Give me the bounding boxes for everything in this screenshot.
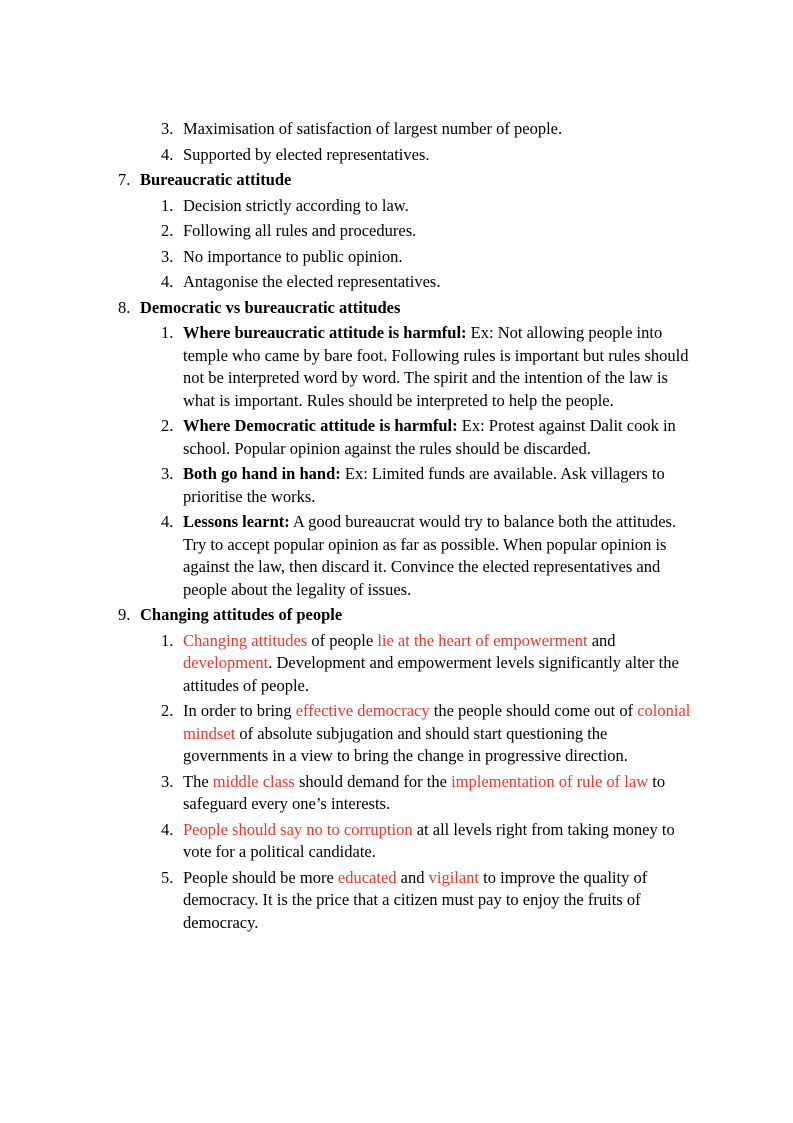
text-segment: at all levels right from taking money to vote for a political candidate. <box>183 819 675 861</box>
text-segment: should demand for the <box>294 771 452 791</box>
item-text <box>183 144 695 167</box>
text-segment: and <box>587 630 616 650</box>
item-text <box>183 630 695 698</box>
item-number: 4. <box>161 144 174 164</box>
item-number: 4. <box>161 272 174 291</box>
text-segment: Supported by elected representatives. <box>183 144 430 164</box>
item-text <box>183 220 695 243</box>
section-heading <box>118 604 707 627</box>
item-number: 1. <box>161 195 174 215</box>
document-content <box>118 118 707 934</box>
section-number: 9. <box>118 605 131 624</box>
text-segment: to safeguard every one’s interests. <box>183 771 666 813</box>
text-segment: . Development and empowerment levels significantly alter the attitudes of people. <box>183 653 679 695</box>
item-number: 2. <box>161 221 174 240</box>
item-text <box>183 867 695 935</box>
highlighted-text-segment: Changing attitudes <box>183 630 308 650</box>
highlighted-text-segment: educated <box>337 867 397 887</box>
section-title: Democratic vs bureaucratic attitudes <box>140 297 401 317</box>
list-item <box>161 144 707 167</box>
highlighted-text-segment: middle class <box>212 771 295 791</box>
item-number: 1. <box>161 630 174 650</box>
item-text <box>183 511 695 601</box>
section-title: Bureaucratic attitude <box>140 170 292 189</box>
list-item <box>161 630 707 698</box>
section-heading <box>118 297 707 320</box>
text-segment: Decision strictly according to law. <box>183 195 409 215</box>
text-segment: Ex: Protest against Dalit cook in school. Popular opinion against the rules should be discarded. <box>183 416 676 458</box>
item-number: 1. <box>161 323 174 342</box>
list-item <box>161 511 707 601</box>
list-item <box>161 271 707 294</box>
item-text <box>183 819 695 864</box>
highlighted-text-segment: People should say no to corruption <box>183 819 413 839</box>
text-segment: Maximisation of satisfaction of largest number of people. <box>183 119 563 138</box>
item-number: 3. <box>161 246 174 266</box>
item-text <box>183 195 695 218</box>
highlighted-text-segment: lie at the heart of empowerment <box>377 630 588 650</box>
numbered-section <box>118 297 707 602</box>
text-segment: Following all rules and procedures. <box>183 221 417 240</box>
list-item <box>161 118 707 141</box>
bold-lead-segment: Lessons learnt: <box>183 512 290 531</box>
text-segment: In order to bring <box>183 701 296 720</box>
item-number: 3. <box>161 119 174 138</box>
text-segment: The <box>183 771 213 791</box>
item-text <box>183 246 695 269</box>
list-continuation <box>118 118 707 166</box>
text-segment: the people should come out of <box>429 701 638 720</box>
item-text <box>183 700 695 768</box>
text-segment: Ex: Limited funds are available. Ask villagers to prioritise the works. <box>183 464 665 506</box>
highlighted-text-segment: colonial mindset <box>183 701 691 743</box>
numbered-section <box>118 169 707 294</box>
text-segment: People should be more <box>183 867 338 887</box>
item-text <box>183 118 695 141</box>
text-segment: to improve the quality of democracy. It is the price that a citizen must pay to enjoy the fruits of democracy. <box>183 867 648 932</box>
bold-lead-segment: Both go hand in hand: <box>183 464 341 483</box>
list-item <box>161 867 707 935</box>
text-segment: No importance to public opinion. <box>183 246 403 266</box>
list-item <box>161 819 707 864</box>
list-item <box>161 771 707 816</box>
item-text <box>183 415 695 460</box>
highlighted-text-segment: vigilant <box>428 867 480 887</box>
highlighted-text-segment: effective democracy <box>295 701 430 720</box>
text-segment: A good bureaucrat would try to balance both the attitudes. Try to accept popular opinion as far as possible. When popular opinion is against the law, then discard it. Convince the elected representatives and people about the legality of issues. <box>183 512 677 599</box>
item-number: 3. <box>161 464 174 483</box>
list-item <box>161 700 707 768</box>
text-segment: of people <box>307 630 378 650</box>
item-text <box>183 271 695 294</box>
item-number: 3. <box>161 771 174 791</box>
text-segment: Antagonise the elected representatives. <box>183 272 441 291</box>
highlighted-text-segment: implementation of rule of law <box>451 771 649 791</box>
text-segment: and <box>396 867 429 887</box>
list-item <box>161 322 707 412</box>
item-number: 2. <box>161 701 174 720</box>
item-text <box>183 771 695 816</box>
list-item <box>161 415 707 460</box>
item-text <box>183 463 695 508</box>
item-number: 4. <box>161 512 174 531</box>
section-title: Changing attitudes of people <box>140 605 343 624</box>
bold-lead-segment: Where Democratic attitude is harmful: <box>183 416 458 435</box>
list-item <box>161 195 707 218</box>
highlighted-text-segment: development <box>183 653 269 672</box>
section-heading <box>118 169 707 192</box>
item-number: 4. <box>161 819 174 839</box>
list-item <box>161 246 707 269</box>
list-item <box>161 220 707 243</box>
section-number: 8. <box>118 297 131 317</box>
text-segment: Ex: Not allowing people into temple who came by bare foot. Following rules is important but rules should not be interpreted word by word. The spirit and the intention of the law is what is important. Rules should be interpreted to help the people. <box>183 323 689 410</box>
item-number: 2. <box>161 416 174 435</box>
text-segment: of absolute subjugation and should start questioning the governments in a view to bring the change in progressive direction. <box>183 723 628 765</box>
list-item <box>161 463 707 508</box>
bold-lead-segment: Where bureaucratic attitude is harmful: <box>183 323 467 342</box>
item-text <box>183 322 695 412</box>
numbered-section <box>118 604 707 934</box>
item-number: 5. <box>161 867 174 887</box>
section-number: 7. <box>118 170 131 189</box>
